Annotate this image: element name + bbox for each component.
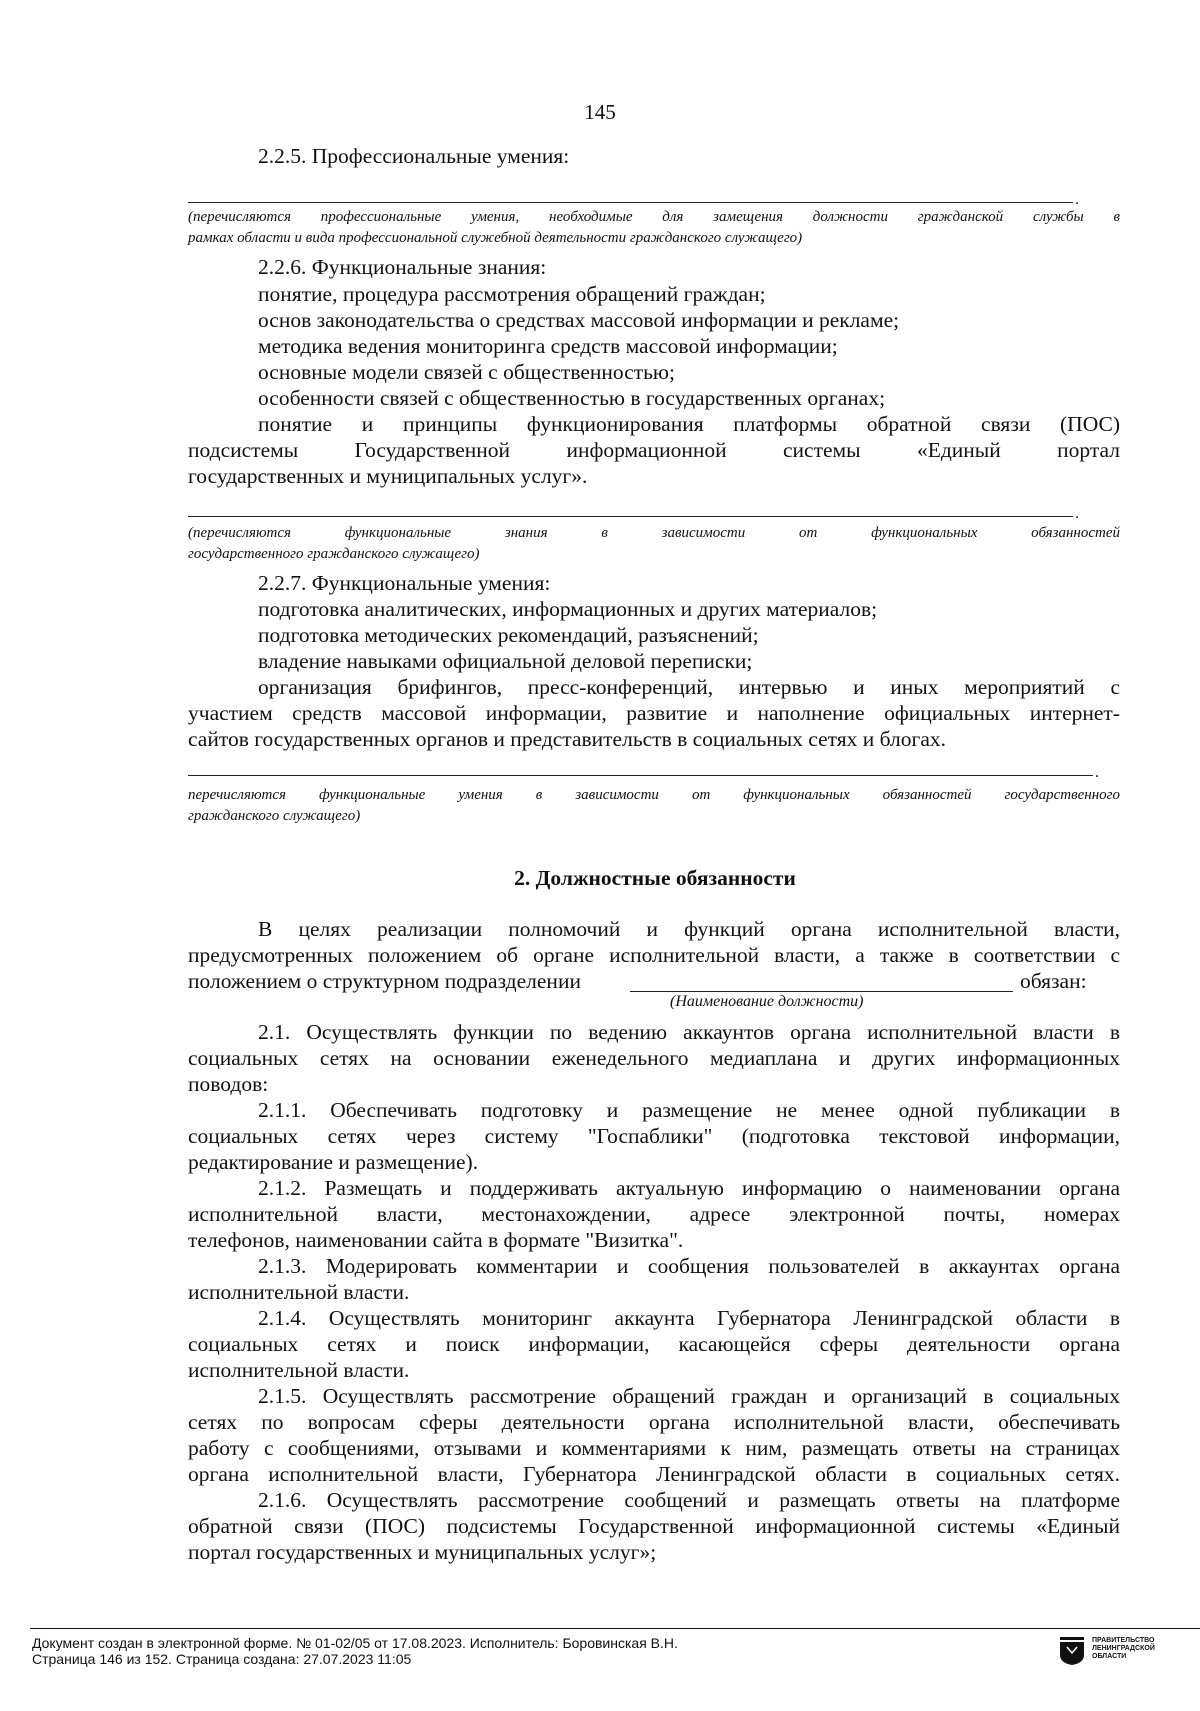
list-item: методика ведения мониторинга средств массовой информации; [258,334,838,358]
paragraph-line: социальных сетях на основании еженедельного медиаплана и других информационных [188,1046,1120,1070]
government-label-line: ОБЛАСТИ [1092,1653,1127,1660]
paragraph-line: редактирование и размещение). [188,1150,479,1174]
list-item: подготовка аналитических, информационных и других материалов; [258,597,878,621]
section-2-2-6-note-line: государственного гражданского служащего) [188,546,480,562]
section-2-2-5-note-line: рамках области и вида профессиональной служебной деятельности гражданского служащего) [188,230,803,246]
section-2-2-6-note-line: (перечисляются функциональные знания в зависимости от функциональных обязанностей [188,525,1120,541]
list-item: особенности связей с общественностью в государственных органах; [258,386,886,410]
section-2-2-7-note-line: гражданского служащего) [188,808,361,824]
paragraph-line: обратной связи (ПОС) подсистемы Государственной информационной системы «Единый [188,1514,1120,1538]
section-heading: 2. Должностные обязанности [514,866,796,890]
list-item: владение навыками официальной деловой переписки; [258,649,753,673]
page-number: 145 [584,100,616,124]
paragraph-line: социальных сетях и поиск информации, касающейся сферы деятельности органа [188,1332,1120,1356]
government-label [1092,1637,1155,1661]
fill-line-dot: . [1095,764,1099,781]
list-item-line: государственных и муниципальных услуг». [188,464,588,488]
list-item-line: понятие и принципы функционирования платформы обратной связи (ПОС) [258,412,1120,436]
paragraph-line: 2.1.2. Размещать и поддерживать актуальную информацию о наименовании органа [258,1176,1120,1200]
fill-line [188,516,1073,517]
list-item-line: участием средств массовой информации, развитие и наполнение официальных интернет- [188,701,1120,725]
paragraph-line: сетях по вопросам сферы деятельности органа исполнительной власти, обеспечивать [188,1410,1120,1434]
paragraph-line: 2.1.5. Осуществлять рассмотрение обращений граждан и организаций в социальных [258,1384,1120,1408]
paragraph-line: исполнительной власти. [188,1280,410,1304]
paragraph-line: 2.1.3. Модерировать комментарии и сообщения пользователей в аккаунтах органа [258,1254,1120,1278]
fill-line [188,202,1073,203]
list-item-line: сайтов государственных органов и представительств в социальных сетях и блогах. [188,727,947,751]
paragraph-line: телефонов, наименовании сайта в формате "Визитка". [188,1228,684,1252]
position-name-note: (Наименование должности) [670,993,864,1010]
section-2-2-7-note-line: перечисляются функциональные умения в зависимости от функциональных обязанностей государственного [188,787,1120,803]
paragraph-line: социальных сетях через систему "Госпаблики" (подготовка текстовой информации, [188,1124,1120,1148]
paragraph-line: исполнительной власти. [188,1358,410,1382]
footer-page-info: Страница 146 из 152. Страница создана: 27.07.2023 11:05 [32,1651,412,1667]
paragraph-line-end: обязан: [1020,969,1087,993]
paragraph-line: положением о структурном подразделении [188,969,581,993]
section-2-2-6-title: 2.2.6. Функциональные знания: [258,255,547,279]
paragraph-line: 2.1.6. Осуществлять рассмотрение сообщений и размещать ответы на платформе [258,1488,1120,1512]
list-item-line: подсистемы Государственной информационной системы «Единый портал [188,438,1120,462]
list-item: подготовка методических рекомендаций, разъяснений; [258,623,759,647]
footer-document-info: Документ создан в электронной форме. № 01-02/05 от 17.08.2023. Исполнитель: Боровинская В.Н. [32,1635,678,1651]
paragraph-line: работу с сообщениями, отзывами и комментариями к ним, размещать ответы на страницах [188,1436,1120,1460]
position-blank-line [630,991,1013,992]
government-label-line: ПРАВИТЕЛЬСТВО [1092,1637,1155,1644]
paragraph-line: органа исполнительной власти, Губернатора Ленинградской области в социальных сетях. [188,1462,1120,1486]
paragraph-line: В целях реализации полномочий и функций органа исполнительной власти, [258,917,1120,941]
paragraph-line: 2.1.1. Обеспечивать подготовку и размещение не менее одной публикации в [258,1098,1120,1122]
section-2-2-5-title: 2.2.5. Профессиональные умения: [258,144,570,168]
footer-divider [30,1628,1200,1629]
government-emblem-icon [1060,1637,1084,1665]
paragraph-line: портал государственных и муниципальных услуг»; [188,1540,657,1564]
paragraph-line: 2.1.4. Осуществлять мониторинг аккаунта Губернатора Ленинградской области в [258,1306,1120,1330]
section-2-2-5-note-line: (перечисляются профессиональные умения, необходимые для замещения должности гражданской службы в [188,209,1120,225]
paragraph-line: предусмотренных положением об органе исполнительной власти, а также в соответствии с [188,943,1120,967]
government-label-line: ЛЕНИНГРАДСКОЙ [1092,1645,1155,1652]
list-item: понятие, процедура рассмотрения обращений граждан; [258,282,766,306]
fill-line [188,775,1093,776]
list-item: основные модели связей с общественностью; [258,360,675,384]
list-item: основ законодательства о средствах массовой информации и рекламе; [258,308,900,332]
paragraph-line: 2.1. Осуществлять функции по ведению аккаунтов органа исполнительной власти в [258,1020,1120,1044]
fill-line-dot: . [1075,191,1079,208]
list-item-line: организация брифингов, пресс-конференций, интервью и иных мероприятий с [258,675,1120,699]
fill-line-dot: . [1075,505,1079,522]
section-2-2-7-title: 2.2.7. Функциональные умения: [258,571,551,595]
paragraph-line: поводов: [188,1072,269,1096]
paragraph-line: исполнительной власти, местонахождении, адресе электронной почты, номерах [188,1202,1120,1226]
